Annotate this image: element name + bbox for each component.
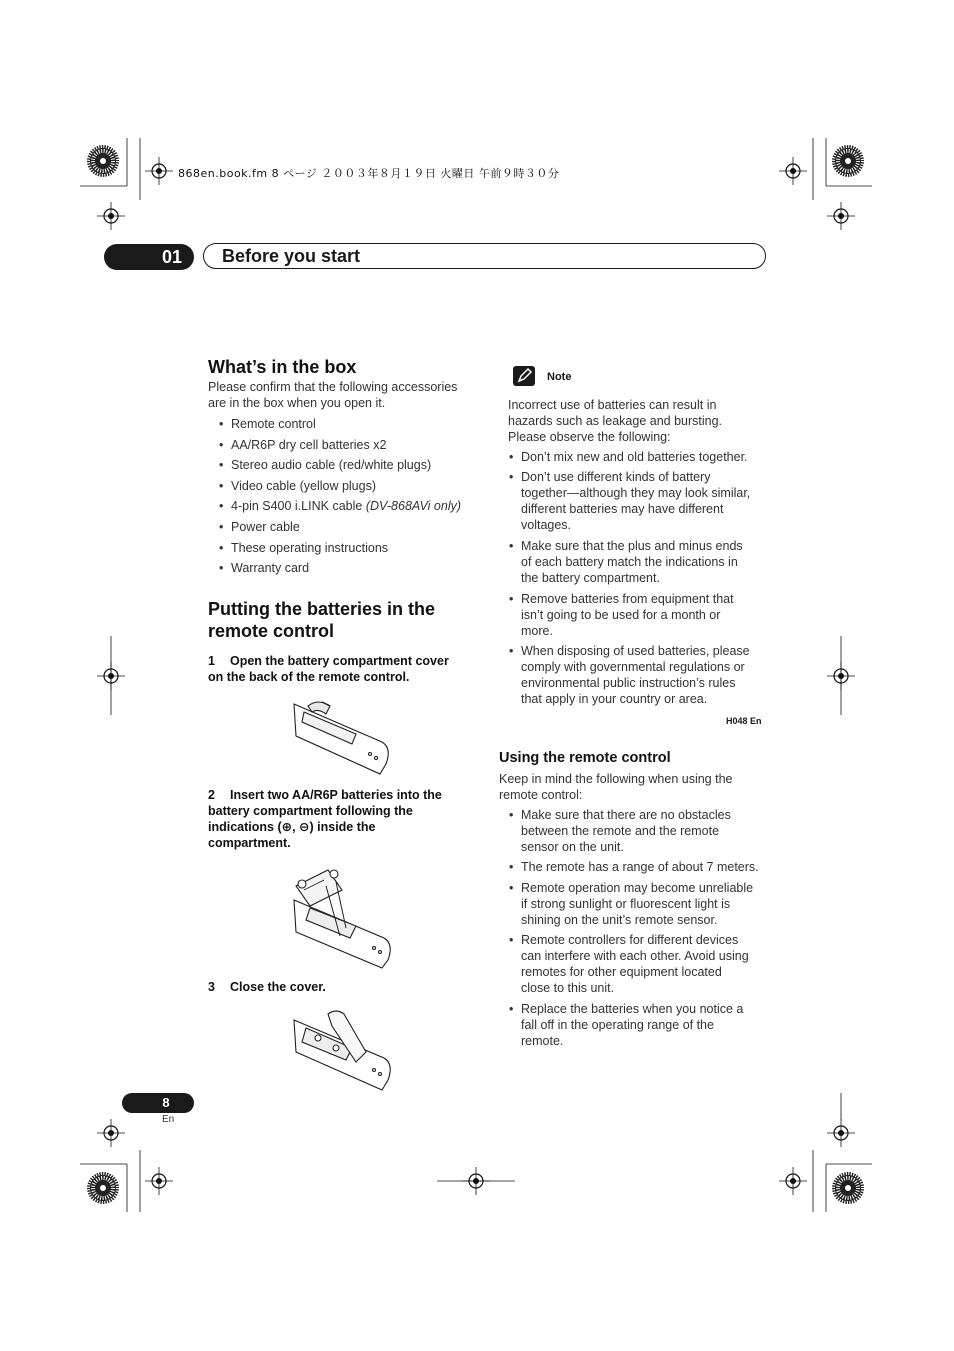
item-text: Remote control xyxy=(231,417,316,431)
bullet: • xyxy=(219,541,224,555)
remote-bullet xyxy=(509,932,749,996)
remote-bullet xyxy=(509,880,754,928)
item-text: 4-pin S400 i.LINK cable xyxy=(231,499,363,513)
list-item xyxy=(219,416,316,432)
note-text: Don’t use different kinds of battery xyxy=(521,470,711,484)
chapter-number-badge: 01 xyxy=(104,244,194,270)
bullet: • xyxy=(509,860,514,874)
note-text: Remove batteries from equipment that xyxy=(521,592,734,606)
insert-batteries-illustration xyxy=(290,862,400,972)
item-text: AA/R6P dry cell batteries x2 xyxy=(231,438,387,452)
bullet: • xyxy=(219,438,224,452)
note-text: environmental public instruction’s rules xyxy=(521,676,736,690)
note-icon-box xyxy=(513,366,535,386)
remote-text: Remote controllers for different devices xyxy=(521,933,739,947)
note-text: that apply in your country or area. xyxy=(521,692,708,706)
remote-text: if strong sunlight or fluorescent light is xyxy=(521,897,731,911)
bullet: • xyxy=(509,933,514,947)
bullet: • xyxy=(219,561,224,575)
bullet: • xyxy=(509,881,514,895)
whats-in-box-intro xyxy=(208,379,457,411)
bullet: • xyxy=(509,808,514,822)
item-text: Video cable (yellow plugs) xyxy=(231,479,376,493)
remote-text: sensor on the unit. xyxy=(521,840,624,854)
using-remote-heading: Using the remote control xyxy=(499,750,671,766)
bullet: • xyxy=(219,499,224,513)
intro-line-2: are in the box when you open it. xyxy=(208,396,386,410)
remote-text: shining on the unit’s remote sensor. xyxy=(521,913,718,927)
whats-in-box-heading: What’s in the box xyxy=(208,357,357,377)
note-bullet xyxy=(509,643,750,707)
step-text: Close the cover. xyxy=(230,980,326,994)
note-text: together—although they may look similar, xyxy=(521,486,751,500)
note-text: isn’t going to be used for a month or xyxy=(521,608,721,622)
item-text: These operating instructions xyxy=(231,541,389,555)
list-item xyxy=(219,519,300,535)
pencil-icon xyxy=(513,366,535,386)
intro-line: remote control: xyxy=(499,788,583,802)
bullet: • xyxy=(509,539,514,553)
note-intro-line: hazards such as leakage and bursting. xyxy=(508,414,723,428)
item-text: Power cable xyxy=(231,520,300,534)
note-text: different batteries may have different xyxy=(521,502,724,516)
note-text: When disposing of used batteries, please xyxy=(521,644,750,658)
step-text: indications (⊕, ⊖) inside the xyxy=(208,820,376,834)
bullet: • xyxy=(509,450,514,464)
note-bullet xyxy=(509,591,734,639)
ilink-model-note: (DV-868AVi only) xyxy=(365,499,462,513)
list-item xyxy=(219,437,387,453)
step-3 xyxy=(208,979,326,995)
note-bullet xyxy=(509,449,748,465)
remote-text: close to this unit. xyxy=(521,981,615,995)
remote-text: can interfere with each other. Avoid using xyxy=(521,949,749,963)
note-text: more. xyxy=(521,624,553,638)
note-label: Note xyxy=(547,371,572,383)
step-text: battery compartment following the xyxy=(208,804,413,818)
note-text: the battery compartment. xyxy=(521,571,660,585)
remote-text: The remote has a range of about 7 meters. xyxy=(521,860,759,874)
bullet: • xyxy=(509,470,514,484)
step-2 xyxy=(208,787,442,851)
item-text: Stereo audio cable (red/white plugs) xyxy=(231,458,432,472)
note-text: Don’t mix new and old batteries together. xyxy=(521,450,748,464)
note-bullet xyxy=(509,469,751,533)
bullet: • xyxy=(219,520,224,534)
remote-bullet xyxy=(509,1001,744,1049)
note-intro-line: Please observe the following: xyxy=(508,430,671,444)
note-intro xyxy=(508,397,722,445)
using-remote-intro xyxy=(499,771,732,803)
list-item xyxy=(219,478,376,494)
intro-line-1: Please confirm that the following accessories xyxy=(208,380,458,394)
list-item xyxy=(219,560,310,576)
step-text: Insert two AA/R6P batteries into the xyxy=(230,788,442,802)
remote-bullet xyxy=(509,807,731,855)
remote-open-cover-illustration xyxy=(290,698,400,778)
remote-text: remote. xyxy=(521,1034,564,1048)
note-text: of each battery match the indications in xyxy=(521,555,738,569)
close-cover-illustration xyxy=(290,1008,400,1098)
batteries-heading-line-1: Putting the batteries in the xyxy=(208,599,436,619)
step-number: 2 xyxy=(208,788,215,802)
note-text: Make sure that the plus and minus ends xyxy=(521,539,743,553)
remote-text: fall off in the operating range of the xyxy=(521,1018,714,1032)
remote-text: Remote operation may become unreliable xyxy=(521,881,754,895)
intro-line: Keep in mind the following when using the xyxy=(499,772,733,786)
list-item xyxy=(219,498,462,514)
step-text: compartment. xyxy=(208,836,291,850)
bullet: • xyxy=(219,479,224,493)
step-1 xyxy=(208,653,449,685)
bullet: • xyxy=(509,1002,514,1016)
list-item xyxy=(219,540,389,556)
print-header: 868en.book.fm 8 ページ ２００３年８月１９日 火曜日 午前９時３０分 xyxy=(178,167,560,180)
bullet: • xyxy=(509,592,514,606)
batteries-heading xyxy=(208,598,435,642)
batteries-heading-line-2: remote control xyxy=(208,621,335,641)
step-text: on the back of the remote control. xyxy=(208,670,410,684)
bullet: • xyxy=(509,644,514,658)
step-text: Open the battery compartment cover xyxy=(230,654,449,668)
page-number-badge: 8 xyxy=(122,1093,194,1113)
chapter-title: Before you start xyxy=(222,246,361,266)
bullet: • xyxy=(219,417,224,431)
note-code: H048 En xyxy=(726,716,762,726)
step-number: 1 xyxy=(208,654,215,668)
note-text: voltages. xyxy=(521,518,572,532)
list-item xyxy=(219,457,432,473)
remote-text: between the remote and the remote xyxy=(521,824,720,838)
remote-text: Replace the batteries when you notice a xyxy=(521,1002,744,1016)
step-number: 3 xyxy=(208,980,215,994)
item-text: Warranty card xyxy=(231,561,310,575)
note-bullet xyxy=(509,538,743,586)
remote-bullet xyxy=(509,859,759,875)
remote-text: remotes for other equipment located xyxy=(521,965,722,979)
note-intro-line: Incorrect use of batteries can result in xyxy=(508,398,717,412)
remote-text: Make sure that there are no obstacles xyxy=(521,808,731,822)
page-language: En xyxy=(162,1114,175,1125)
note-text: comply with governmental regulations or xyxy=(521,660,745,674)
bullet: • xyxy=(219,458,224,472)
